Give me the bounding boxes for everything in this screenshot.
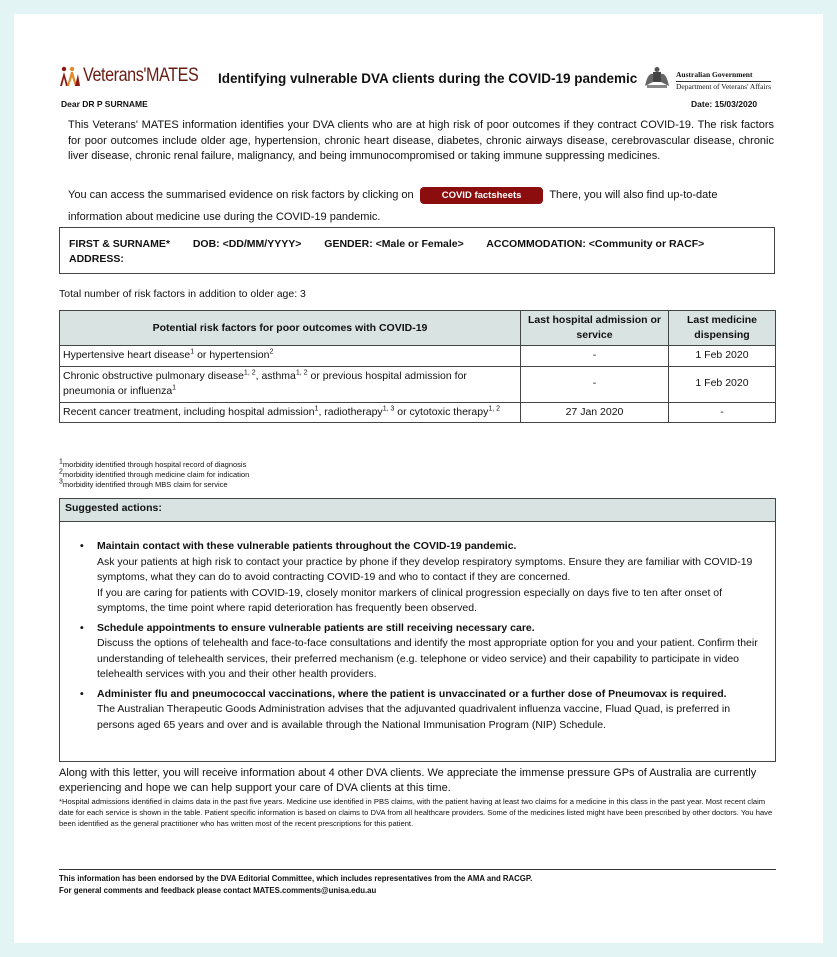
risk-factor-cell: Chronic obstructive pulmonary disease$^{1, 2}$, asthma$^{1, 2}$ or previous hospital admission for pneumonia or influenza$^1$	[60, 366, 521, 402]
action-body: Discuss the options of telehealth and face-to-face consultations and identify the most appropriate option for you and your patient. Confirm their understanding of telehealth services, their preferred mechanism (e.g. telephone or video service) and their capability to participate in video telehealth services with you and their other health providers.	[97, 637, 758, 680]
hospital-date-cell: -	[521, 346, 669, 367]
action-body: Ask your patients at high risk to contact your practice by phone if they develop respiratory symptoms. Ensure they are familiar with COVID-19 symptoms, what they can do to avoid contracting COVID-19 and who to contact if they are concerned.	[97, 555, 753, 583]
action-body: If you are caring for patients with COVID-19, closely monitor markers of clinical progression especially on days five to ten after onset of symptoms, the time point where rapid deterioration has frequently been observed.	[97, 586, 723, 614]
medicine-date-cell: -	[669, 402, 776, 423]
letter-date: Date: 15/03/2020	[691, 99, 758, 109]
fine-print: *Hospital admissions identified in claims data in the past five years. Medicine use identified in PBS claims, with the patient having at least two claims for a medicine in this class in the past year. Most recent claim date for each service is shown in the table. Patient specific information is based on claims to DVA from all healthcare providers. Some of the medicines listed might have been prescribed by other doctors. You have been identified as the general practitioner who has written most of the recent prescriptions for this patient.	[59, 797, 773, 828]
table-header-row	[60, 311, 776, 346]
list-item	[80, 621, 770, 683]
medicine-date-cell: 1 Feb 2020	[669, 346, 776, 367]
access-paragraph	[68, 184, 774, 228]
australian-government-logo	[642, 66, 771, 95]
divider	[59, 869, 776, 870]
footnote: $^1$morbidity identified through hospital record of diagnosis	[59, 458, 247, 469]
logo-text: Veterans'MATES	[83, 65, 199, 86]
access-text-after: There, you will also find up-to-date information about medicine use during the COVID-19 pandemic.	[68, 189, 718, 223]
risk-factors-table	[59, 310, 776, 423]
patient-dob: DOB: <DD/MM/YYYY>	[192, 238, 302, 250]
table-row	[60, 402, 776, 423]
footnote: $^3$morbidity identified through MBS claim for service	[59, 478, 228, 489]
patient-details-box	[59, 227, 775, 274]
suggested-actions-box	[59, 498, 776, 762]
header-risk-factor: Potential risk factors for poor outcomes with COVID-19	[60, 311, 521, 346]
header-last-medicine: Last medicine dispensing	[669, 311, 776, 346]
hospital-date-cell: 27 Jan 2020	[521, 402, 669, 423]
action-body: The Australian Therapeutic Goods Administration advises that the adjuvanted quadrivalent influenza vaccine, Fluad Quad, is preferred in persons aged 65 years and over and is available through the National Immunisation Program (NIP) Schedule.	[97, 703, 731, 731]
suggested-actions-heading: Suggested actions:	[60, 499, 775, 522]
list-item	[80, 687, 770, 734]
intro-paragraph: This Veterans' MATES information identifies your DVA clients who are at high risk of poor outcomes if they contract COVID-19. The risk factors for poor outcomes include older age, hypertension, chronic heart disease, diabetes, chronic airways disease, cerebrovascular disease, chronic liver disease, chronic renal failure, malignancy, and being immunocompromised or taking immune suppressing medicines.	[68, 119, 774, 162]
page-title: Identifying vulnerable DVA clients during the COVID-19 pandemic	[218, 71, 638, 86]
risk-factor-cell: Recent cancer treatment, including hospital admission$^1$, radiotherapy$^{1, 3}$ or cytotoxic therapy$^{1, 2}$	[60, 402, 521, 423]
patient-accommodation: ACCOMMODATION: <Community or RACF>	[486, 238, 705, 250]
table-row	[60, 346, 776, 367]
action-title: • Administer flu and pneumococcal vaccinations, where the patient is unvaccinated or a further dose of Pneumovax is required.	[97, 687, 727, 700]
action-title: • Schedule appointments to ensure vulnerable patients are still receiving necessary care.	[97, 621, 535, 634]
medicine-date-cell: 1 Feb 2020	[669, 366, 776, 402]
patient-gender: GENDER: <Male or Female>	[324, 238, 464, 250]
department-name: Department of Veterans' Affairs	[676, 81, 772, 91]
header-last-hospital: Last hospital admission or service	[521, 311, 669, 346]
salutation: Dear DR P SURNAME	[61, 99, 148, 109]
endorsement-line: This information has been endorsed by the DVA Editorial Committee, which includes representatives from the AMA and RACGP.	[59, 874, 533, 883]
footnote: $^2$morbidity identified through medicine claim for indication	[59, 468, 250, 479]
contact-line: For general comments and feedback please contact MATES.comments@unisa.edu.au	[59, 886, 377, 895]
veterans-mates-logo	[59, 66, 219, 86]
risk-factor-cell: Hypertensive heart disease$^1$ or hypertension$^2$	[60, 346, 521, 367]
suggested-actions-list	[80, 539, 770, 737]
hospital-date-cell: -	[521, 366, 669, 402]
list-item	[80, 539, 770, 617]
table-footnotes	[59, 460, 249, 490]
access-text-before: You can access the summarised evidence on risk factors by clicking on	[68, 189, 414, 201]
endorsement	[59, 873, 532, 897]
action-title: • Maintain contact with these vulnerable patients throughout the COVID-19 pandemic.	[97, 540, 517, 552]
table-row	[60, 366, 776, 402]
total-risk-factors: Total number of risk factors in addition to older age: 3	[59, 288, 306, 300]
people-logo-icon	[59, 66, 81, 86]
gov-name: Australian Government	[676, 70, 771, 82]
coat-of-arms-icon	[642, 66, 672, 95]
closing-paragraph: Along with this letter, you will receive information about 4 other DVA clients. We appreciate the immense pressure GPs of Australia are currently experiencing and hope we can help support your care of DVA clients at this time.	[59, 767, 757, 794]
covid-factsheets-button[interactable]: COVID factsheets	[420, 187, 544, 204]
patient-address: ADDRESS:	[69, 253, 124, 265]
patient-name: FIRST & SURNAME*	[69, 238, 170, 250]
letter-page	[14, 14, 823, 943]
